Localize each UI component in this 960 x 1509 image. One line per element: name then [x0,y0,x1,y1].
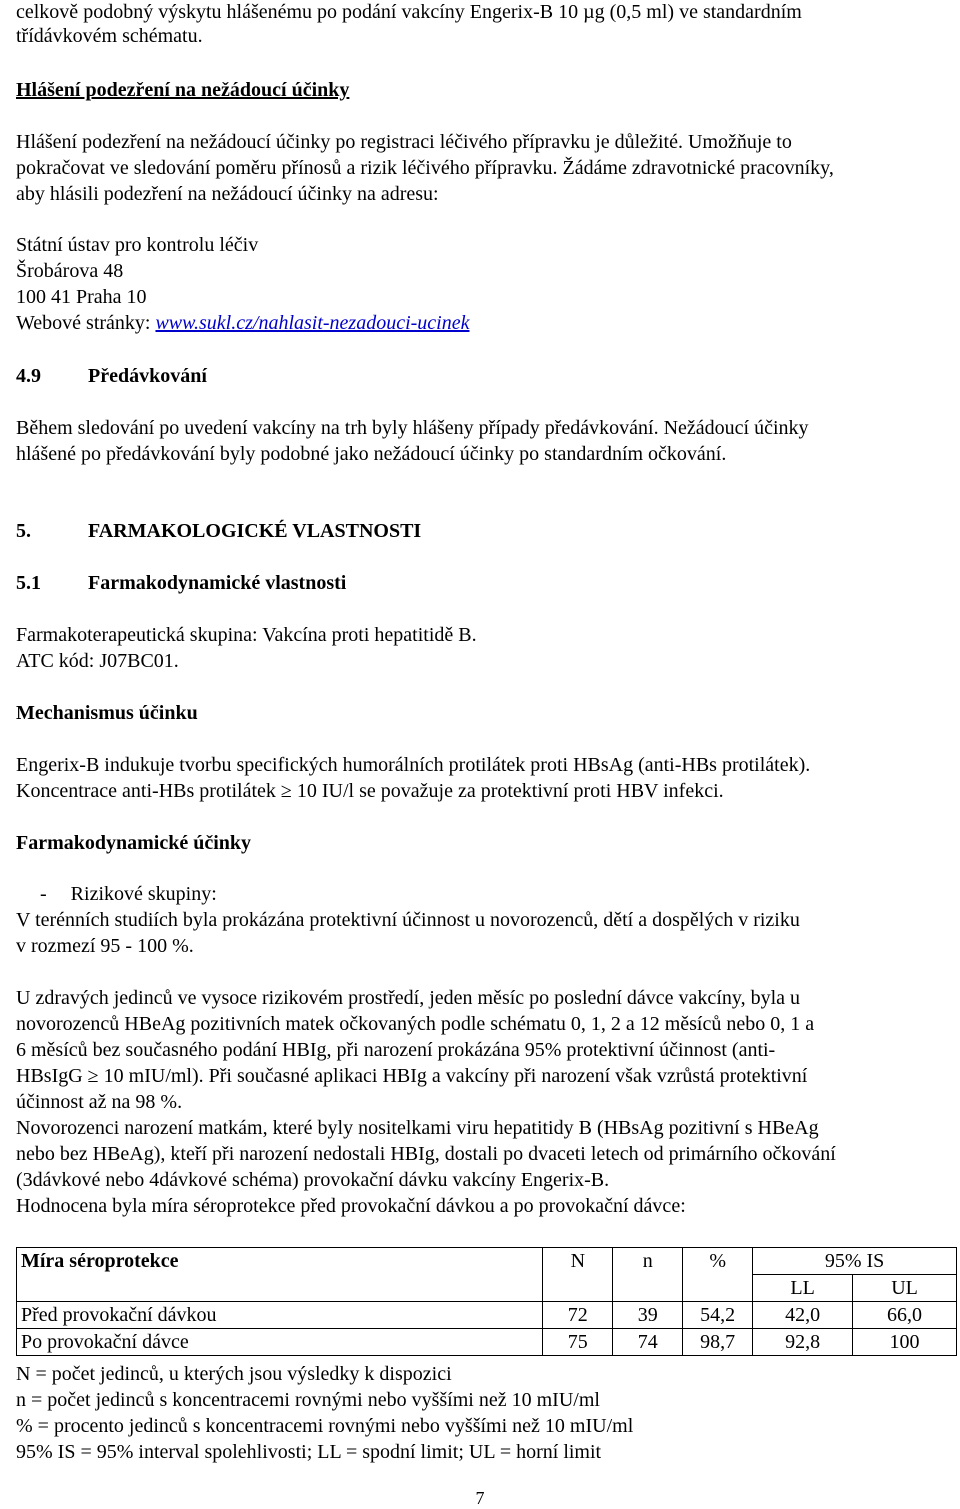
cell-N: 72 [543,1302,613,1329]
section-number: 5. [16,520,31,542]
p3-line-4: Hodnocena byla míra séroprotekce před provokační dávkou a po provokační dávce: [16,1195,686,1217]
section-title: Farmakodynamické vlastnosti [88,572,347,594]
pharmaco-group: Farmakoterapeutická skupina: Vakcína proti hepatitidě B. [16,624,477,646]
address-line-1: Státní ústav pro kontrolu léčiv [16,234,259,256]
address-line-2: Šrobárova 48 [16,260,124,282]
cell-ll: 42,0 [753,1302,853,1329]
cell-ul: 66,0 [853,1302,957,1329]
cell-n: 74 [613,1329,683,1356]
mechanism-line-2-a: Koncentrace anti-HBs protilátek [16,780,281,802]
intro-line-2: třídávkovém schématu. [16,25,203,47]
p2-line-4 [16,1064,807,1088]
geq-symbol: ≥ [280,780,292,802]
header-percent: % [683,1248,753,1302]
section-number: 5.1 [16,572,41,594]
note-2: n = počet jedinců s koncentracemi rovnými nebo vyššími než 10 mIU/ml [16,1389,600,1411]
atc-code: ATC kód: J07BC01. [16,650,179,672]
mechanism-heading: Mechanismus účinku [16,702,198,724]
effects-heading: Farmakodynamické účinky [16,832,252,854]
p2-line-4-a: HBsIgG [16,1065,88,1087]
header-ci: 95% IS [753,1248,957,1275]
seroprotection-table [16,1247,957,1356]
header-label: Míra séroprotekce [17,1248,543,1302]
s49-line-2: hlášené po předávkování byly podobné jako nežádoucí účinky po standardním očkování. [16,443,727,465]
cell-percent: 54,2 [683,1302,753,1329]
row-label: Před provokační dávkou [17,1302,543,1329]
section-4-9-heading [16,364,207,388]
p3-line-3: (3dávkové nebo 4dávkové schéma) provokační dávku vakcíny Engerix-B. [16,1169,610,1191]
web-line [16,311,470,335]
p3-line-1: Novorozenci narození matkám, které byly nositelkami viru hepatitidy B (HBsAg pozitivní s HBeAg [16,1117,819,1139]
header-ul: UL [853,1275,957,1302]
section-title: Předávkování [88,365,207,387]
note-4: 95% IS = 95% interval spolehlivosti; LL = spodní limit; UL = horní limit [16,1441,602,1463]
note-1: N = počet jedinců, u kterých jsou výsledky k dispozici [16,1363,452,1385]
bullet-text: Rizikové skupiny: [70,883,217,905]
bullet-dash: - [40,883,47,905]
header-n: n [613,1248,683,1302]
web-link[interactable]: www.sukl.cz/nahlasit-nezadouci-ucinek [155,312,470,334]
section-5-1-heading [16,571,346,595]
note-3: % = procento jedinců s koncentracemi rovnými nebo vyššími než 10 mIU/ml [16,1415,634,1437]
cell-n: 39 [613,1302,683,1329]
p1-line-2: v rozmezí 95 - 100 %. [16,935,194,957]
geq-symbol: ≥ [87,1065,99,1087]
p3-line-2: nebo bez HBeAg), kteří při narození nedostali HBIg, dostali po dvaceti letech od primárního očkování [16,1143,836,1165]
cell-percent: 98,7 [683,1329,753,1356]
mechanism-line-1: Engerix-B indukuje tvorbu specifických humorálních protilátek proti HBsAg (anti-HBs protilátek). [16,754,811,776]
section-number: 4.9 [16,365,41,387]
p2-line-4-b: 10 mIU/ml). Při současné aplikaci HBIg a vakcíny při narození však vzrůstá protektivní [98,1065,808,1087]
header-ll: LL [753,1275,853,1302]
reporting-heading: Hlášení podezření na nežádoucí účinky [16,79,350,101]
table-row [17,1329,957,1356]
table-row [17,1302,957,1329]
address-line-3: 100 41 Praha 10 [16,286,147,308]
header-N: N [543,1248,613,1302]
section-5-heading [16,519,421,543]
p2-line-2: novorozenců HBeAg pozitivních matek očkovaných podle schématu 0, 1, 2 a 12 měsíců nebo 0, 1 a [16,1013,815,1035]
reporting-line-3: aby hlásili podezření na nežádoucí účinky na adresu: [16,183,439,205]
section-title: FARMAKOLOGICKÉ VLASTNOSTI [88,520,422,542]
bullet-line [16,882,217,906]
p2-line-1: U zdravých jedinců ve vysoce rizikovém prostředí, jeden měsíc po poslední dávce vakcíny, byla u [16,987,801,1009]
reporting-line-2: pokračovat ve sledování poměru přínosů a rizik léčivého přípravku. Žádáme zdravotnické pracovníky, [16,157,834,179]
cell-N: 75 [543,1329,613,1356]
row-label: Po provokační dávce [17,1329,543,1356]
reporting-line-1: Hlášení podezření na nežádoucí účinky po registraci léčivého přípravku je důležité. Umožňuje to [16,131,792,153]
page-number: 7 [475,1488,485,1508]
web-label: Webové stránky: [16,312,156,334]
p2-line-5: účinnost až na 98 %. [16,1091,183,1113]
table-header-row [17,1248,957,1275]
cell-ll: 92,8 [753,1329,853,1356]
intro-line-1: celkově podobný výskytu hlášenému po podání vakcíny Engerix-B 10 µg (0,5 ml) ve standardním [16,1,802,23]
mechanism-line-2 [16,779,724,803]
p1-line-1: V terénních studiích byla prokázána protektivní účinnost u novorozenců, dětí a dospělých v riziku [16,909,800,931]
cell-ul: 100 [853,1329,957,1356]
p2-line-3: 6 měsíců bez současného podání HBIg, při narození prokázána 95% protektivní účinnost (anti- [16,1039,776,1061]
mechanism-line-2-b: 10 IU/l se považuje za protektivní proti HBV infekci. [291,780,724,802]
s49-line-1: Během sledování po uvedení vakcíny na trh byly hlášeny případy předávkování. Nežádoucí účinky [16,417,809,439]
